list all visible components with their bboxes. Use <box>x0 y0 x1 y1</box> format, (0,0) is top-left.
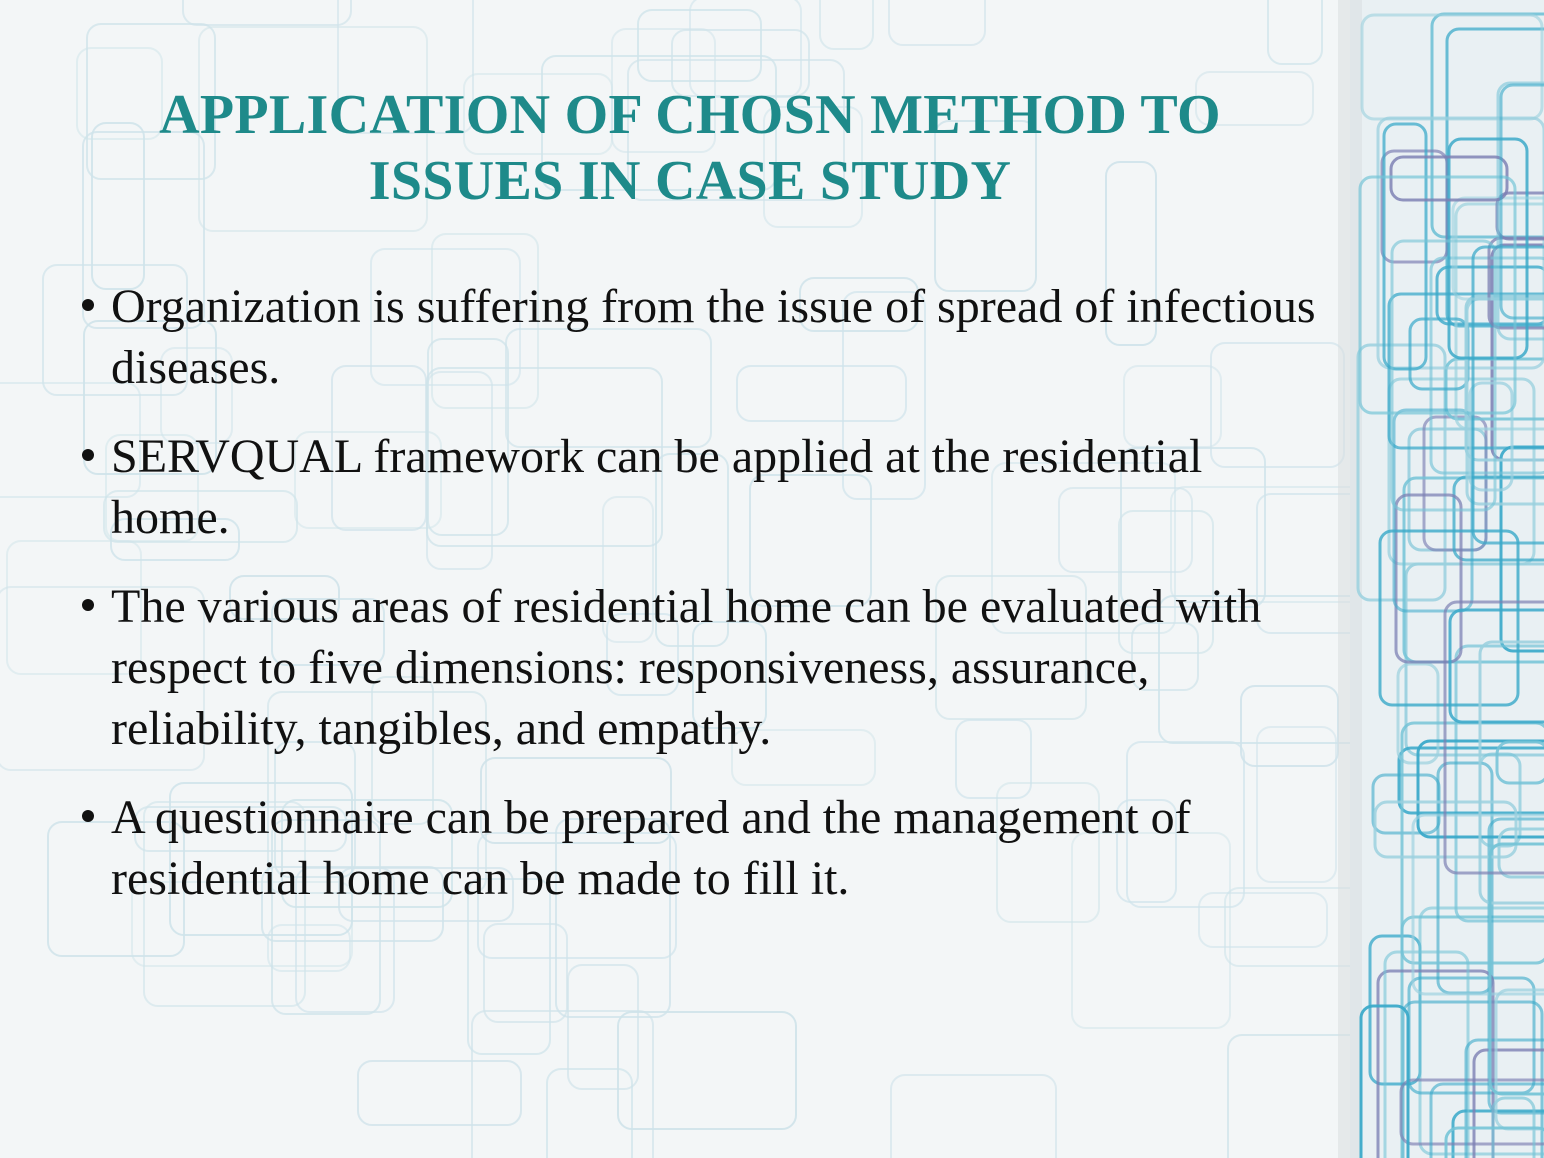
bullet-dot-icon <box>82 449 94 461</box>
pattern-square <box>820 0 873 49</box>
slide-title <box>60 82 1320 214</box>
pattern-square <box>183 0 351 25</box>
title-line-1: APPLICATION OF CHOSN METHOD TO <box>159 84 1221 146</box>
pattern-square <box>472 1011 653 1158</box>
bullet-item <box>80 426 1320 548</box>
bullet-dot-icon <box>82 810 94 822</box>
bullet-item <box>80 576 1320 759</box>
pattern-square <box>547 1069 632 1158</box>
pattern-square <box>358 1061 521 1125</box>
pattern-square <box>618 1012 796 1129</box>
bullet-text: The various areas of residential home can be evaluated with respect to five dimensions: responsiveness, assurance, reliability, tangibles, and empathy. <box>111 580 1262 755</box>
bullet-dot-icon <box>82 299 94 311</box>
pattern-square <box>568 965 638 1089</box>
bullet-item <box>80 787 1320 909</box>
bullet-item <box>80 276 1320 398</box>
title-line-2: ISSUES IN CASE STUDY <box>368 150 1012 212</box>
pattern-square <box>891 1075 1056 1158</box>
pattern-square <box>638 10 761 81</box>
bullet-dot-icon <box>82 599 94 611</box>
bullet-text: SERVQUAL framework can be applied at the residential home. <box>111 430 1203 544</box>
pattern-square <box>484 924 567 1022</box>
pattern-square <box>1268 0 1322 64</box>
bullet-text: A questionnaire can be prepared and the management of residential home can be made to fill it. <box>111 791 1191 905</box>
bullet-text: Organization is suffering from the issue of spread of infectious diseases. <box>111 280 1316 394</box>
pattern-square <box>889 0 985 45</box>
bullet-list <box>80 276 1320 937</box>
